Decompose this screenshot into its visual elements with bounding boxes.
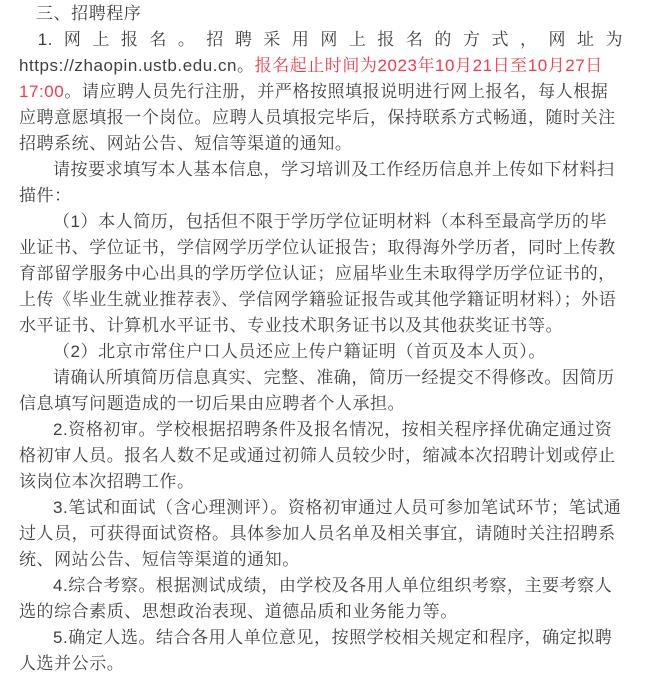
paragraph-fill-requirements: 请按要求填写本人基本信息，学习培训及工作经历信息并上传如下材料扫描件： [19, 160, 615, 205]
paragraph-qualification-review: 2.资格初审。学校根据招聘条件及报名情况，按相关程序择优确定通过资格初审人员。报名人数不足或通过初筛人员较少时，缩减本次招聘计划或停止该岗位本次招聘工作。 [19, 420, 616, 491]
paragraph-confirm-resume: 请确认所填简历信息真实、完整、准确，简历一经提交不得修改。因简历信息填写问题造成的一切后果由应聘者个人承担。 [19, 368, 615, 413]
paragraph-material-item-2: （2）北京市常住户口人员还应上传户籍证明（首页及本人页）。 [53, 342, 546, 361]
paragraph-material-item-1: （1）本人简历，包括但不限于学历学位证明材料（本科至最高学历的毕业证书、学位证书，学信网学历学位认证报告；取得海外学历者，同时上传教育部留学服务中心出具的学历学位认证；应届毕业生未取得学历学位证书的，上传《毕业生就业推荐表》、学信网学籍验证报告或其他学籍证明材料）；外语水平证书、计算机水平证书、专业技术职务证书以及其他获奖证书等。 [19, 212, 617, 335]
registration-instructions: 。请应聘人员先行注册，并严格按照填报说明进行网上报名，每人根据应聘意愿填报一个岗位。应聘人员填报完毕后，保持联系方式畅通，随时关注招聘系统、网站公告、短信等渠道的通知。 [19, 82, 616, 153]
registration-url: https://zhaopin.ustb.edu.cn [19, 56, 238, 75]
paragraph-written-test-interview: 3.笔试和面试（含心理测评）。资格初审通过人员可参加笔试环节；笔试通过人员，可获得面试资格。具体参加人员名单及相关事宜，请随时关注招聘系统、网站公告、短信等渠道的通知。 [19, 498, 622, 569]
section-heading: 三、招聘程序 [36, 4, 142, 23]
paragraph-lead-line: 1.网上报名。招聘采用网上报名的方式，网址为 [37, 30, 623, 49]
registration-deadline-highlight: 报名起止时间为2023年10月21日至10月27日17:00 [19, 56, 603, 101]
paragraph-online-registration [19, 27, 623, 157]
paragraph-final-selection: 5.确定人选。结合各用人单位意见，按照学校相关规定和程序，确定拟聘人选并公示。 [19, 628, 613, 673]
paragraph-comprehensive-inspection: 4.综合考察。根据测试成绩，由学校及各用人单位组织考察，主要考察人选的综合素质、思想政治表现、道德品质和业务能力等。 [19, 576, 613, 621]
url-trailing-period: 。 [237, 56, 255, 75]
